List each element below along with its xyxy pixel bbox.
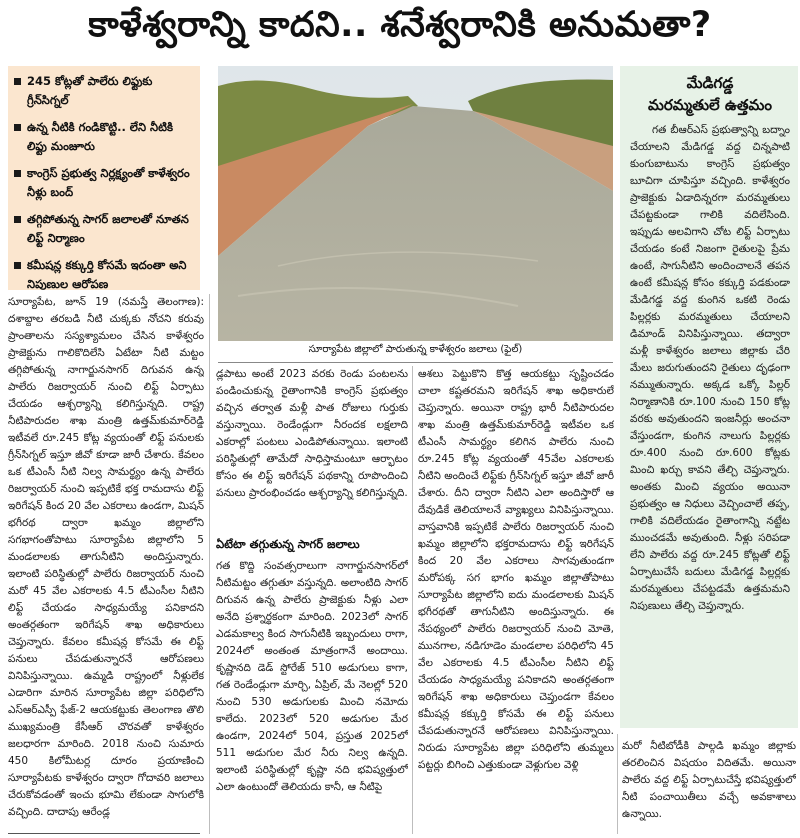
square-bullet-icon — [14, 170, 21, 177]
article-column-1: సూర్యాపేట, జూన్ 19 (నమస్తే తెలంగాణ): దశాబ్దాల తరబడి నీటి చుక్కకు నోచని కరువు ప్రాంతాలను సస్యశ్యామలం చేసిన కాళేశ్వరం ప్రాజెక్టును గాలికొదిలేసి ఏటేటా నీటి మట్టం తగ్గిపోతున్న నాగార్జునసాగర్ దిగువన ఉన్న పాలేరు రిజర్వాయర్ నుంచి లిఫ్ట్ ఏర్పాటు చేయడం ఆశ్చర్యాన్ని కలిగిస్తున్నది. రాష్ట్ర నీటిపారుదల శాఖ మంత్రి ఉత్తమ్‌కుమార్‌రెడ్డి ఇటీవలే రూ.245 కోట్ల వ్యయంతో లిఫ్ట్ పనులకు గ్రీన్‌సిగ్నల్ ఇస్తూ జీవో కూడా జారీ చేశారు. కేవలం ఒక టీఎంసీ నీటి నిల్వ సామర్థ్యం ఉన్న పాలేరు రిజర్వాయర్ నుంచి ఇప్పటికే భక్త రామదాసు లిఫ్ట్ ఇరిగేషన్ కింద 20 వేల ఎకరాలు ఉండగా, మిషన్ భగీరథ ద్వారా ఖమ్మం జిల్లాలోని సగభాగంతోపాటు సూర్యాపేట జిల్లాలోని 5 మండలాలకు తాగునీటిని అందిస్తున్నారు. ఇలాంటి పరిస్థితుల్లో పాలేరు రిజర్వాయర్ నుంచి మరో 45 వేల ఎకరాలకు 4.5 టీఎంసీల నీటిని లిఫ్ట్ చేయడం సాధ్యమయ్యే పనికాదని అంతర్గతంగా ఇరిగేషన్ శాఖ అధికారులు చెప్తున్నారు. కేవలం కమీషన్ల కోసమే ఈ లిఫ్ట్ పనులు చేపడుతున్నారనే ఆరోపణలు వినిపిస్తున్నాయి. ఉమ్మడి రాష్ట్రంలో నీళ్లులేక ఎడారిగా మారిన సూర్యాపేట జిల్లా పరిధిలోని ఎస్ఆర్ఎస్పీ ఫేజ్-2 ఆయకట్టుకు తెలంగాణ తొలి ముఖ్యమంత్రి కేసీఆర్ చొరవతో కాళేశ్వరం జలధారగా మారింది. 2018 నుంచి సుమారు 450 కిలోమీటర్ల దూరం ప్రయాణించి సూర్యాపేటకు కాళేశ్వరం ద్వారా గోదావరి జలాలు చేరుకోవడంతో ఇంచు భూమి లేకుండా సాగులోకి వచ్చింది. దాదాపు ఆరేండ్ల — [8, 296, 204, 818]
square-bullet-icon — [14, 262, 21, 269]
square-bullet-icon — [14, 124, 21, 131]
article-column-3: ఆశలు పెట్టుకొని కొత్త ఆయకట్టు సృష్టించడం చాలా కష్టతరమని ఇరిగేషన్ శాఖ అధికారులే చెప్తున్నారు. అయినా రాష్ట్ర భారీ నీటిపారుదల శాఖ మంత్రి ఉత్తమ్‌కుమార్‌రెడ్డి ఇటీవల ఒక టీఎంసీ సామర్థ్యం కలిగిన పాలేరు నుంచి రూ.245 కోట్ల వ్యయంతో 45వేల ఎకరాలకు నీటిని అందించే లిఫ్ట్‌కు గ్రీన్‌సిగ్నల్ ఇస్తూ జీవో జారీ చేశారు. దీని ద్వారా నీటిని ఎలా అందిస్తారో ఆ దేవుడికే తెలియాలనే వ్యాఖ్యలు వినిపిస్తున్నాయి. వాస్తవానికి ఇప్పటికే పాలేరు రిజర్వాయర్ నుంచి ఖమ్మం జిల్లాలోని భక్తరామదాసు లిఫ్ట్ ఇరిగేషన్ కింద 20 వేల ఎకరాలు సాగవుతుండగా మరోపక్క సగ భాగం ఖమ్మం జిల్లాతోపాటు సూర్యాపేట జిల్లాలోని ఐదు మండలాలకు మిషన్ భగీరథతో తాగునీటిని అందిస్తున్నారు. ఈ నేపథ్యంలో పాలేరు రిజర్వాయర్ నుంచి మోతె, మునగాల, నడిగూడెం మండలాల పరిధిలోని 45 వేల ఎకరాలకు 4.5 టీఎంసీల నీటిని లిఫ్ట్ చేయడం సాధ్యమయ్యే పనికాదని అంతర్గతంగా ఇరిగేషన్ శాఖ అధికారులు చెప్తుండగా కేవలం కమీషన్ల కక్కుర్తి కోసమే ఈ లిఫ్ట్ పనులు చేపడుతున్నారనే ఆరోపణలు వినిపిస్తున్నాయి. నిరుడు సూర్యాపేట జిల్లా పరిధిలోని తుమ్మలు పట్టర్లు బిగించి ఎత్తుకుండా వెళ్లుగుల వెళ్లి — [418, 368, 614, 771]
key-point-text: 245 కోట్లతో పాలేరు లిఫ్టుకు గ్రీన్‌సిగ్నల్ — [27, 74, 153, 107]
photo-caption: సూర్యాపేట జిల్లాలో పారుతున్న కాళేశ్వరం జలాలు (ఫైల్) — [308, 344, 523, 355]
caption-divider — [218, 362, 613, 363]
article-subheading: ఏటేటా తగ్గుతున్న సాగర్ జలాలు — [216, 537, 360, 551]
column-divider — [412, 366, 413, 834]
column-divider — [617, 734, 618, 834]
sidebar-title-line1: మేడిగడ్డ — [686, 74, 734, 92]
bottom-divider — [8, 833, 200, 834]
key-points-box — [8, 66, 200, 290]
key-point — [14, 72, 194, 110]
key-point-text: కమీషన్ల కక్కుర్తి కోసమే ఇదంతా అని నిపుణుల ఆరోపణ — [27, 258, 187, 291]
key-point-text: తగ్గిపోతున్న సాగర్ జలాలతో నూతన లిఫ్ట్ నిర్మాణం — [27, 212, 189, 245]
key-point — [14, 256, 194, 294]
sidebar-body: గత బీఆర్ఎస్ ప్రభుత్వాన్ని బద్నాం చేయాలని మేడిగడ్డ వద్ద చిన్నపాటి కుంగుబాటును కాంగ్రెస్ ప్రభుత్వం బూచిగా చూపిస్తూ వచ్చింది. కాళేశ్వరం ప్రాజెక్టుకు ఏడాదిన్నరగా మరమ్మతులు చేపట్టకుండా గాలికి వదిలేసింది. ఇప్పుడు అలవిగాని చోట లిఫ్ట్ ఏర్పాటు చేయడం కంటే నిజంగా రైతులపై ప్రేమ ఉంటే, సాగునీటిని అందించాలనే తపన ఉంటే కమీషన్ల కోసం కక్కుర్తి పడకుండా మేడిగడ్డ వద్ద కుంగిన ఒకటి రెండు పిల్లర్లకు మరమ్మతులు చేయాలని డిమాండ్ వినిపిస్తున్నాయి. తద్వారా మళ్లీ కాళేశ్వరం జలాలు జిల్లాకు చేరి మేలు జరుగుతుందని రైతులు దృఢంగా నమ్ముతున్నారు. అక్కడ ఒక్కో పిల్లర్ నిర్మాణానికి రూ.100 నుంచి 150 కోట్ల వరకు అవుతుందని ఇంజనీర్లు అంచనా వేస్తుండగా, కుంగిన నాలుగు పిల్లర్లకు రూ.400 నుంచి రూ.600 కోట్లకు మించి ఖర్చు కావని తేల్చి చెప్తున్నారు. అంతకు మించి వ్యయం అయినా ప్రభుత్వం ఆ నిధులు వెచ్చించాలే తప్ప, గాలికి వదిలేయడం రైతాంగాన్ని నట్టేట ముంచడమే అవుతుంది. నీళ్లు సరిపడా లేని పాలేరు వద్ద రూ.245 కోట్లతో లిఫ్ట్ ఏర్పాటుచేసే బదులు మేడిగడ్డ పిల్లర్లకు మరమ్మతులు చేపట్టడమే ఉత్తమమని నిపుణులు తేల్చి చెప్తున్నారు. — [630, 124, 790, 612]
key-point — [14, 118, 194, 156]
headline: కాళేశ్వరాన్ని కాదని.. శనేశ్వరానికి అనుమతా? — [88, 5, 712, 45]
square-bullet-icon — [14, 78, 21, 85]
square-bullet-icon — [14, 216, 21, 223]
sidebar-box — [620, 66, 798, 728]
key-point-text: కాంగ్రెస్ ప్రభుత్వ నిర్లక్ష్యంతో కాళేశ్వరం నీళ్లు బంద్ — [27, 166, 190, 199]
column-divider — [209, 294, 210, 834]
key-point — [14, 164, 194, 202]
canal-illustration — [218, 66, 613, 341]
article-column-2-top: డ్లపాటు అంటే 2023 వరకు రెండు పంటలను పండించుకున్న రైతాంగానికి కాంగ్రెస్ ప్రభుత్వం వచ్చిన తర్వాత మళ్లీ పాత రోజులు గుర్తుకు వస్తున్నాయి. రెండేండ్లుగా నీరందక లక్షలాది ఎకరాల్లో పంటలు ఎండిపోతున్నాయి. ఇలాంటి పరిస్థితుల్లో తామేదో సాధిస్తామంటూ ఆర్భాటం కోసం ఈ లిఫ్ట్ ఇరిగేషన్ పథకాన్ని రూపొందించి పనులు ప్రారంభించడం ఆశ్చర్యాన్ని కలిగిస్తున్నది. — [216, 368, 408, 499]
article-column-4: మరో నీటిబోడీకి పాల్గడి ఖమ్మం జిల్లాకు తరలించిన విషయం విదితమే. అయినా పాలేరు వద్ద లిఫ్ట్ ఏర్పాటుచేస్తే భవిష్యత్తులో నీటి పంచాయితీలు వచ్చే అవకాశాలు ఉన్నాయి. — [622, 740, 796, 820]
key-point-text: ఉన్న నీటికి గండికొట్టి.. లేని నీటికి లిఫ్టు మంజూరు — [27, 120, 173, 153]
canal-photo — [218, 66, 613, 341]
key-point — [14, 210, 194, 248]
article-column-2-bottom: గత కొద్ది సంవత్సరాలుగా నాగార్జునసాగర్‌లో నీటిమట్టం తగ్గుతూ వస్తున్నది. అలాంటిది సాగర్ దిగువన ఉన్న పాలేరు ప్రాజెక్టుకు నీళ్లు ఎలా అనేది ప్రశ్నార్థకంగా మారింది. 2023లో సాగర్ ఎడమకాల్వ కింద సాగునీటికి ఇబ్బందులు రాగా, 2024లో అంతంత మాత్రంగానే అందాయి. కృష్ణానది డెడ్ స్టోరేజ్ 510 అడుగులు కాగా, గత రెండేండ్లుగా మార్చి, ఏప్రిల్, మే నెలల్లో 520 నుంచి 530 అడుగులకు మించి నమోదు కాలేదు. 2023లో 520 అడుగుల మేర ఉండగా, 2024లో 504, ప్రస్తుత 2025లో 511 అడుగుల మేర నీరు నిల్వ ఉన్నది. ఇలాంటి పరిస్థితుల్లో కృష్ణా నది భవిష్యత్తులో ఎలా ఉంటుందో తెలియదు కానీ, ఆ నీటిపై — [216, 560, 408, 793]
sidebar-title-line2: మరమ్మతులే ఉత్తమం — [648, 96, 772, 114]
